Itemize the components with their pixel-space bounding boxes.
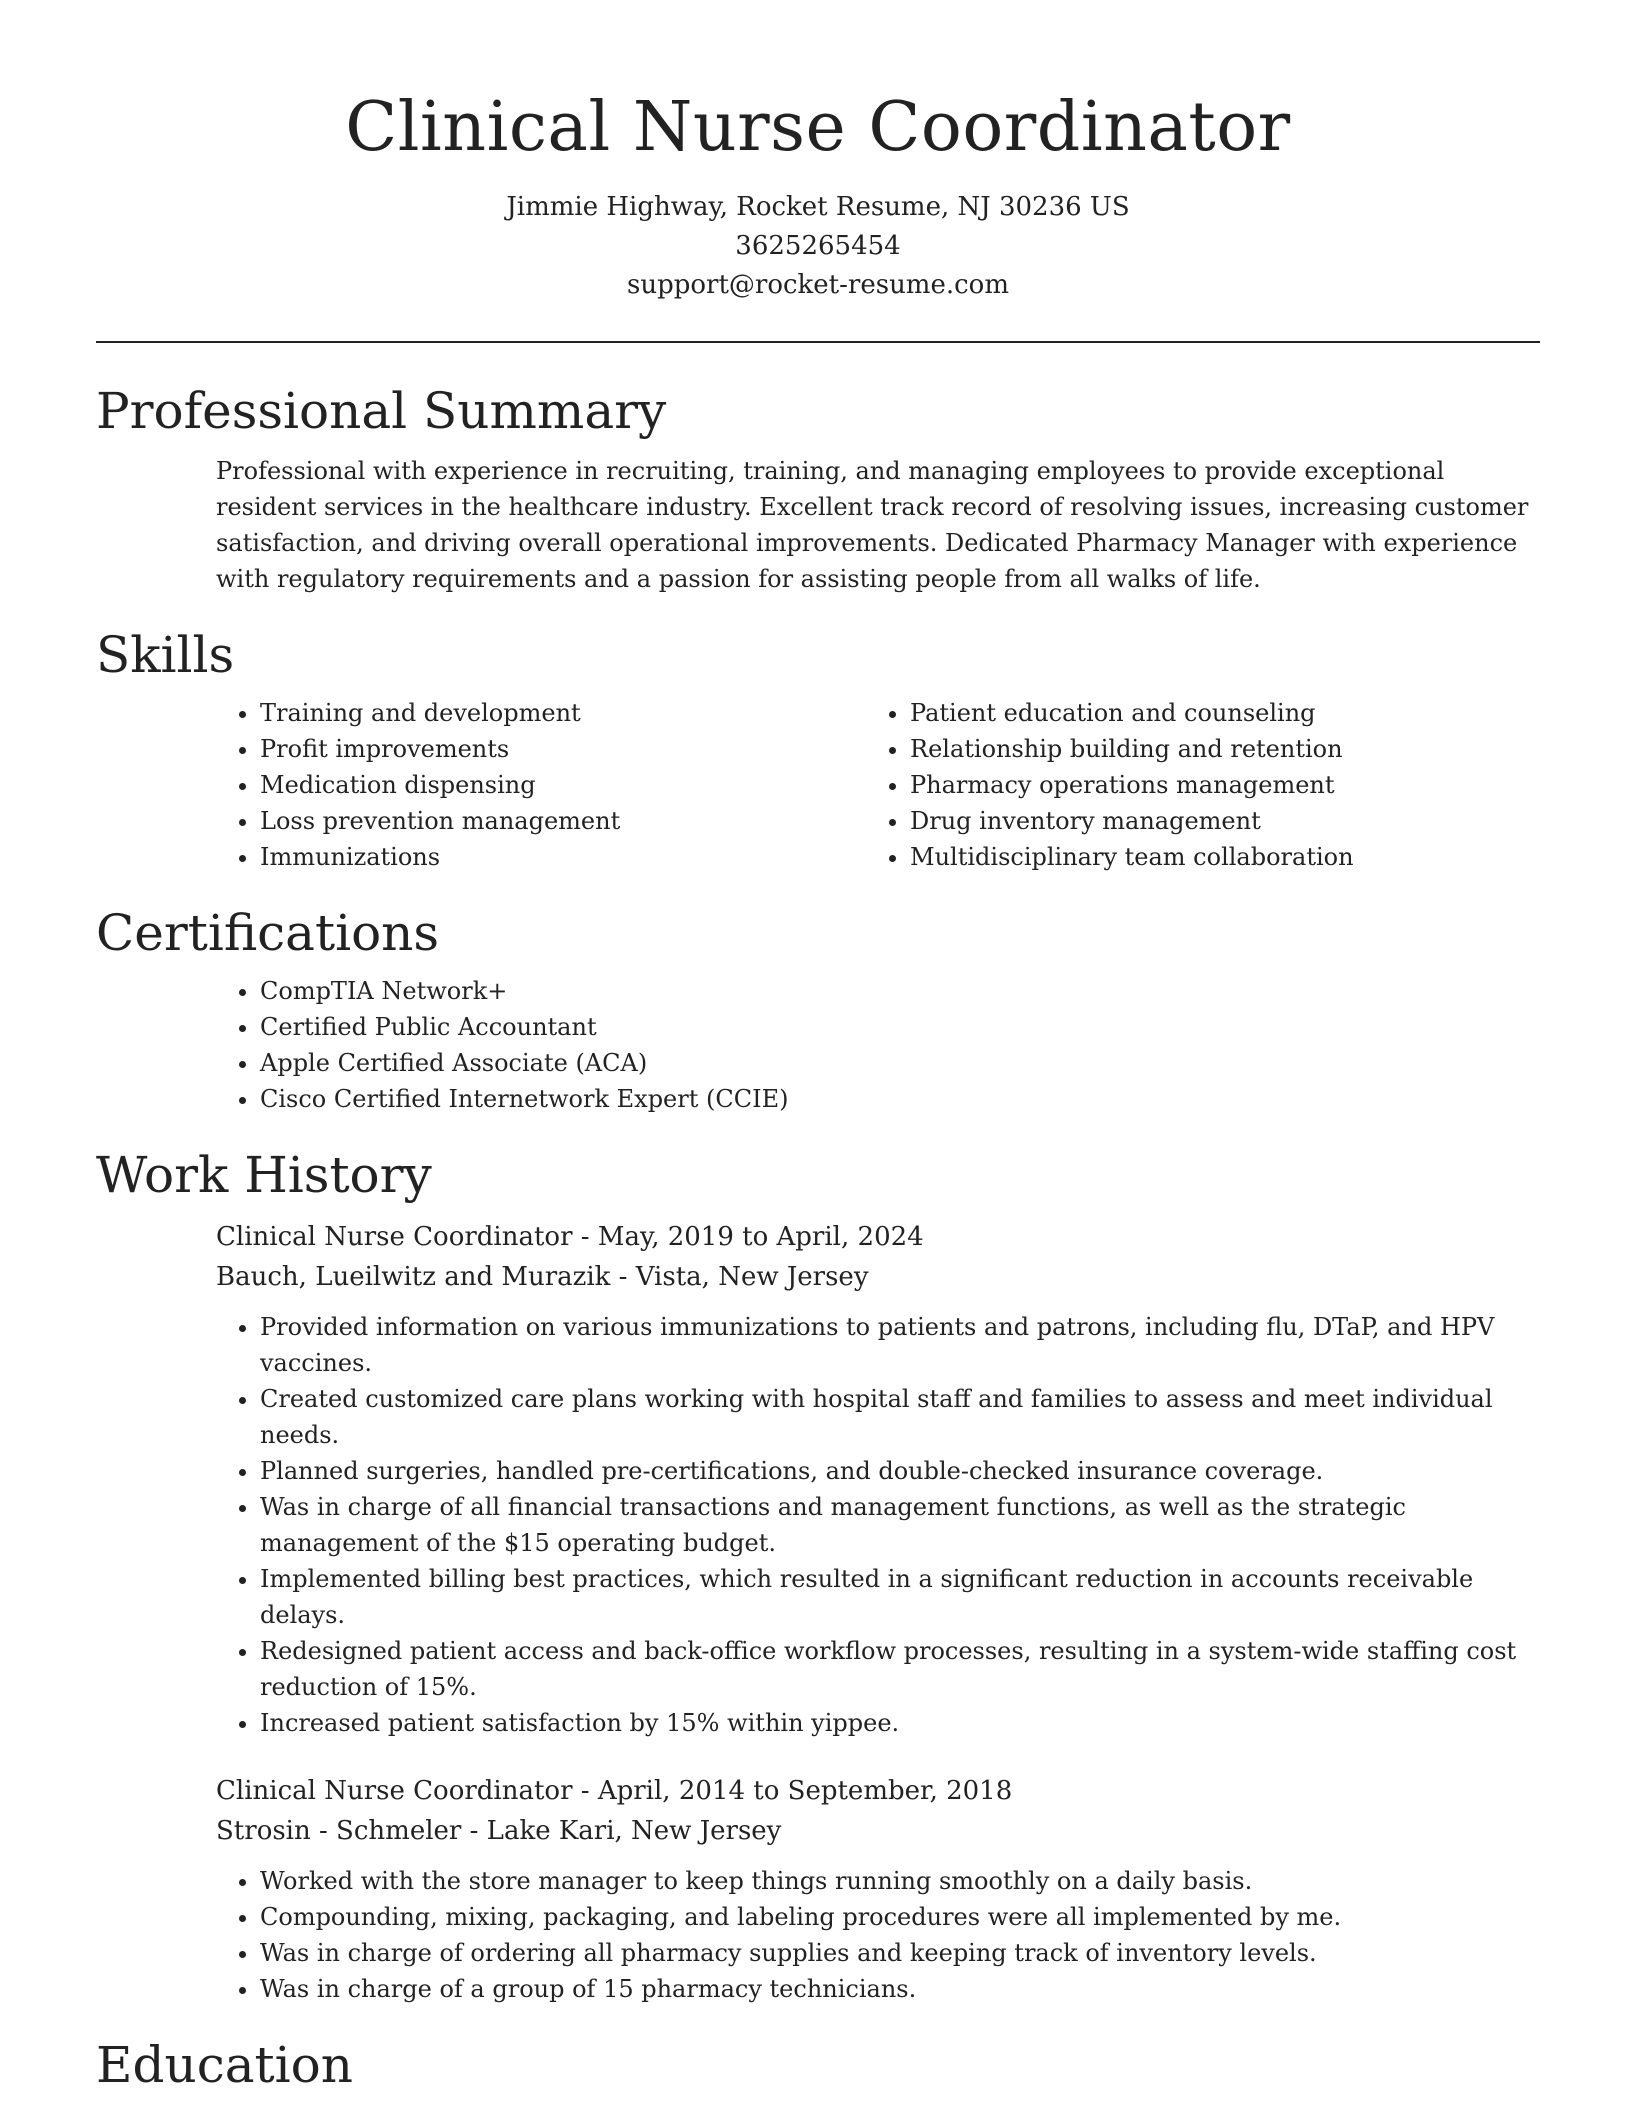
skills-heading: Skills	[96, 626, 235, 684]
list-item: • Patient education and counseling	[910, 695, 1516, 731]
list-item: • Redesigned patient access and back-office workflow processes, resulting in a system-wide staffing cost reduction of 15%.	[260, 1633, 1540, 1705]
education-heading: Education	[96, 2036, 353, 2094]
job-company: Strosin - Schmeler	[216, 1816, 462, 1846]
certifications-list	[216, 973, 1540, 1117]
job-company-line	[216, 1257, 1540, 1297]
job-dates: - May, 2019 to April, 2024	[572, 1222, 924, 1252]
job-bullets	[216, 1863, 1540, 2007]
job-location: - Lake Kari, New Jersey	[461, 1816, 782, 1846]
contact-address: Jimmie Highway, Rocket Resume, NJ 30236 US	[506, 192, 1130, 222]
certifications-section	[96, 903, 1540, 1117]
contact-block	[96, 188, 1540, 305]
job-company: Bauch, Lueilwitz and Murazik	[216, 1262, 611, 1292]
job-company-line	[216, 1811, 1540, 1851]
job-title-line	[216, 1771, 1540, 1811]
summary-text: Professional with experience in recruiting, training, and managing employees to provide exceptional resident services in the healthcare industry. Excellent track record of resolving issues, increasing customer satisfaction, and driving overall operational improvements. Dedicated Pharmacy Manager with experience with regulatory requirements and a passion for assisting people from all walks of life.	[216, 457, 1529, 593]
list-item: • Training and development	[260, 695, 866, 731]
job-title: Clinical Nurse Coordinator	[216, 1222, 573, 1252]
list-item: • Drug inventory management	[910, 803, 1516, 839]
job-entry	[96, 1217, 1540, 1741]
list-item: • Certified Public Accountant	[260, 1009, 1540, 1045]
list-item: • Apple Certified Associate (ACA)	[260, 1045, 1540, 1081]
summary-section	[96, 381, 1540, 597]
certifications-body	[96, 973, 1540, 1117]
list-item: • Multidisciplinary team collaboration	[910, 839, 1516, 875]
header-divider	[96, 341, 1540, 343]
list-item: • Provided information on various immunizations to patients and patrons, including flu, DTaP, and HPV vaccines.	[260, 1309, 1540, 1381]
resume-header	[96, 0, 1540, 305]
contact-email: support@rocket-resume.com	[626, 270, 1009, 300]
work-history-heading: Work History	[96, 1146, 432, 1204]
skills-section	[96, 625, 1540, 875]
list-item: • Was in charge of all financial transactions and management functions, as well as the strategic management of the $15 operating budget.	[260, 1489, 1540, 1561]
skills-column-right	[866, 695, 1516, 875]
skills-column-left	[216, 695, 866, 875]
summary-heading: Professional Summary	[96, 382, 667, 440]
list-item: • Compounding, mixing, packaging, and labeling procedures were all implemented by me.	[260, 1899, 1540, 1935]
skills-list-left	[216, 695, 866, 875]
skills-grid	[96, 695, 1540, 875]
list-item: • Planned surgeries, handled pre-certifications, and double-checked insurance coverage.	[260, 1453, 1540, 1489]
job-entry	[96, 1771, 1540, 2007]
list-item: • Increased patient satisfaction by 15% within yippee.	[260, 1705, 1540, 1741]
list-item: • Was in charge of ordering all pharmacy supplies and keeping track of inventory levels.	[260, 1935, 1540, 1971]
page-title: Clinical Nurse Coordinator	[345, 88, 1291, 167]
list-item: • Created customized care plans working with hospital staff and families to assess and meet individual needs.	[260, 1381, 1540, 1453]
job-bullets	[216, 1309, 1540, 1741]
list-item: • Worked with the store manager to keep things running smoothly on a daily basis.	[260, 1863, 1540, 1899]
job-title: Clinical Nurse Coordinator	[216, 1776, 573, 1806]
list-item: • Immunizations	[260, 839, 866, 875]
list-item: • Cisco Certified Internetwork Expert (CCIE)	[260, 1081, 1540, 1117]
education-section	[96, 2035, 1540, 2095]
list-item: • Pharmacy operations management	[910, 767, 1516, 803]
list-item: • Profit improvements	[260, 731, 866, 767]
job-title-line	[216, 1217, 1540, 1257]
contact-phone: 3625265454	[735, 231, 901, 261]
list-item: • Relationship building and retention	[910, 731, 1516, 767]
certifications-heading: Certifications	[96, 904, 440, 962]
job-dates: - April, 2014 to September, 2018	[572, 1776, 1013, 1806]
list-item: • Was in charge of a group of 15 pharmacy technicians.	[260, 1971, 1540, 2007]
job-location: - Vista, New Jersey	[610, 1262, 869, 1292]
list-item: • CompTIA Network+	[260, 973, 1540, 1009]
work-history-section	[96, 1145, 1540, 2007]
list-item: • Loss prevention management	[260, 803, 866, 839]
resume-page	[96, 0, 1540, 2095]
list-item: • Implemented billing best practices, which resulted in a significant reduction in accounts receivable delays.	[260, 1561, 1540, 1633]
skills-list-right	[866, 695, 1516, 875]
list-item: • Medication dispensing	[260, 767, 866, 803]
